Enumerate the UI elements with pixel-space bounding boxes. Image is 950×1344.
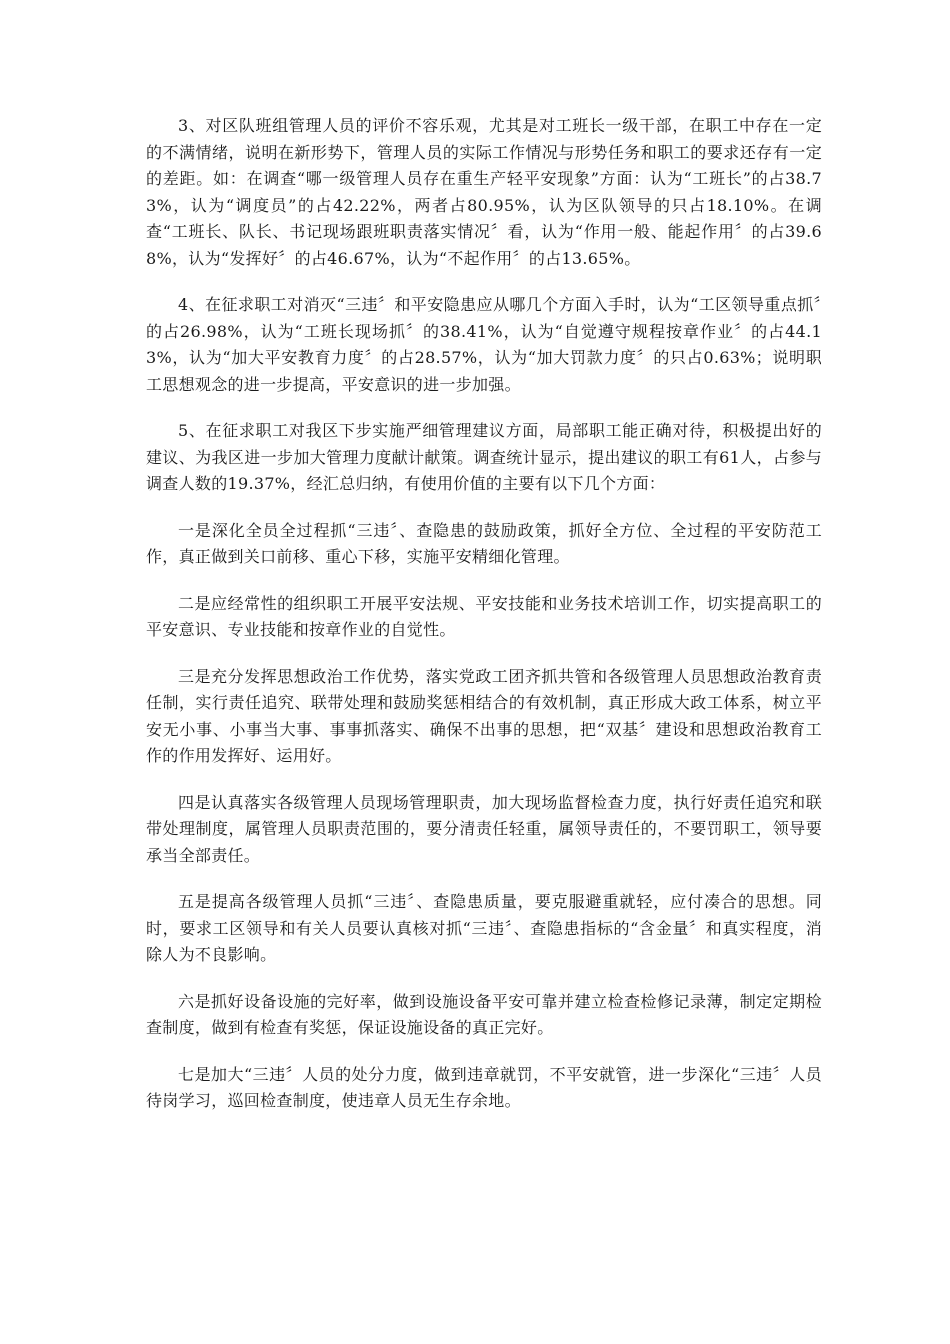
paragraph-suggestion-five: 五是提高各级管理人员抓“三违〞、查隐患质量，要克服避重就轻，应付凑合的思想。同时，要求工区领导和有关人员要认真核对抓“三违〞、查隐患指标的“含金量〞和真实程度，消除人为不良影响。	[146, 892, 822, 964]
paragraph-suggestion-seven: 七是加大“三违〞人员的处分力度，做到违章就罚，不平安就管，进一步深化“三违〞人员待岗学习，巡回检查制度，使违章人员无生存余地。	[146, 1064, 822, 1110]
paragraph-suggestion-two: 二是应经常性的组织职工开展平安法规、平安技能和业务技术培训工作，切实提高职工的平安意识、专业技能和按章作业的自觉性。	[146, 593, 822, 639]
document-body	[146, 113, 822, 1135]
paragraph-suggestion-four: 四是认真落实各级管理人员现场管理职责，加大现场监督检查力度，执行好责任追究和联带处理制度，属管理人员职责范围的，要分清责任轻重，属领导责任的，不要罚职工，领导要承当全部责任。	[146, 792, 822, 865]
paragraph-eliminating-violations: 4、在征求职工对消灭“三违〞和平安隐患应从哪几个方面入手时，认为“工区领导重点抓〞的占26.98%，认为“工班长现场抓〞的38.41%，认为“自觉遵守规程按章作业〞的占44.13%，认为“加大平安教育力度〞的占28.57%，认为“加大罚款力度〞的只占0.63%；说明职工思想观念的进一步提高，平安意识的进一步加强。	[146, 295, 822, 394]
paragraph-suggestion-six: 六是抓好设备设施的完好率，做到设施设备平安可靠并建立检查检修记录薄，制定定期检查制度，做到有检查有奖惩，保证设施设备的真正完好。	[146, 991, 822, 1037]
paragraph-suggestion-one: 一是深化全员全过程抓“三违〞、查隐患的鼓励政策，抓好全方位、全过程的平安防范工作，真正做到关口前移、重心下移，实施平安精细化管理。	[146, 520, 822, 566]
paragraph-evaluation-of-managers: 3、对区队班组管理人员的评价不容乐观，尤其是对工班长一级干部，在职工中存在一定的不满情绪，说明在新形势下，管理人员的实际工作情况与形势任务和职工的要求还存有一定的差距。如：在调查“哪一级管理人员存在重生产轻平安现象”方面：认为“工班长”的占38.73%，认为“调度员”的占42.22%，两者占80.95%，认为区队领导的只占18.10%。在调查“工班长、队长、书记现场跟班职责落实情况〞看，认为“作用一般、能起作用〞的占39.68%，认为“发挥好〞的占46.67%，认为“不起作用〞的占13.65%。	[146, 116, 822, 268]
paragraph-suggestion-three: 三是充分发挥思想政治工作优势，落实党政工团齐抓共管和各级管理人员思想政治教育责任制，实行责任追究、联带处理和鼓励奖惩相结合的有效机制，真正形成大政工体系，树立平安无小事、小事当大事、事事抓落实、确保不出事的思想，把“双基〞建设和思想政治教育工作的作用发挥好、运用好。	[146, 666, 822, 765]
paragraph-management-suggestions: 5、在征求职工对我区下步实施严细管理建议方面，局部职工能正确对待，积极提出好的建议、为我区进一步加大管理力度献计献策。调查统计显示，提出建议的职工有61人，占参与调查人数的19.37%，经汇总归纳，有使用价值的主要有以下几个方面：	[146, 421, 822, 493]
